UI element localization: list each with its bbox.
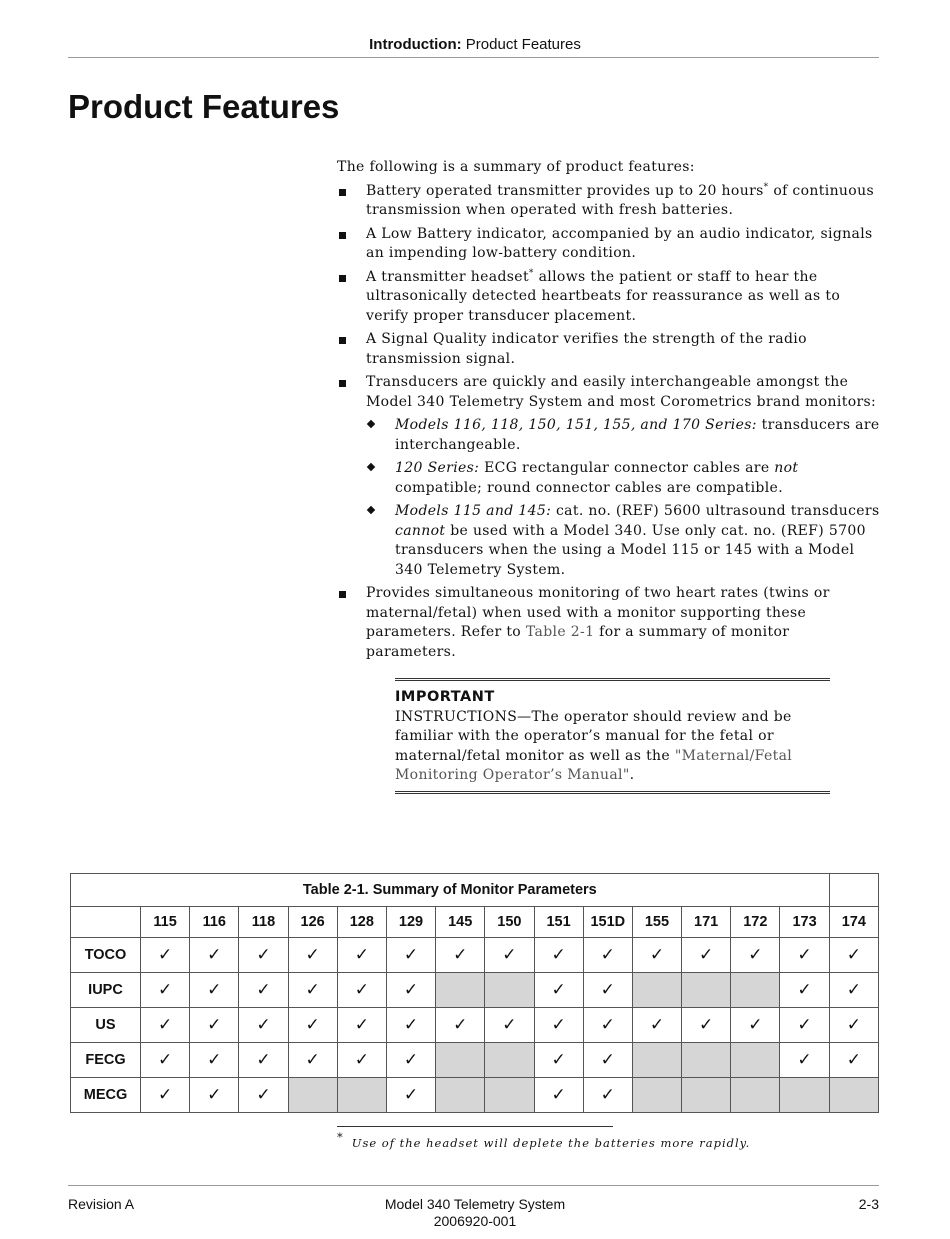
column-header: 128 [337, 907, 386, 938]
supported-cell [386, 1043, 435, 1078]
checkmark-icon: ✓ [207, 1015, 222, 1035]
table-caption-row [71, 874, 879, 907]
table-corner-cell [71, 907, 141, 938]
checkmark-icon: ✓ [354, 1050, 369, 1070]
important-text: INSTRUCTIONS—The operator should review and be familiar with the operator’s manual for the fetal or maternal/fetal monitor as well as the [395, 708, 792, 764]
supported-cell [485, 938, 534, 973]
column-header: 172 [731, 907, 780, 938]
unsupported-cell [337, 1078, 386, 1113]
header-rule [68, 57, 879, 58]
row-label: TOCO [71, 938, 141, 973]
checkmark-icon: ✓ [305, 980, 320, 1000]
table-row [71, 938, 879, 973]
column-header: 155 [632, 907, 681, 938]
supported-cell [682, 1008, 731, 1043]
checkmark-icon: ✓ [403, 945, 419, 965]
supported-cell [239, 973, 288, 1008]
checkmark-icon: ✓ [256, 1050, 271, 1070]
footer-page-number: 2-3 [858, 1196, 879, 1212]
intro-text: The following is a summary of product features: [337, 159, 695, 175]
square-bullet-icon [339, 275, 346, 282]
table-header-row [71, 907, 879, 938]
row-label: IUPC [71, 973, 141, 1008]
supported-cell [190, 1008, 239, 1043]
checkmark-icon: ✓ [699, 945, 714, 965]
sublist-item: Models 116, 118, 150, 151, 155, and 170 Series: transducers are interchangeable. [366, 416, 882, 455]
checkmark-icon: ✓ [502, 945, 517, 965]
checkmark-icon: ✓ [157, 1015, 173, 1035]
supported-cell [386, 1078, 435, 1113]
checkmark-icon: ✓ [797, 1015, 812, 1035]
list-item: Battery operated transmitter provides up to 20 hours* of continuous transmission when operated with fresh batteries. [337, 182, 882, 221]
column-header: 116 [190, 907, 239, 938]
unsupported-cell [780, 1078, 829, 1113]
diamond-bullet-icon [367, 420, 375, 428]
checkmark-icon: ✓ [157, 945, 173, 965]
table-caption: Table 2-1. Summary of Monitor Parameters [71, 874, 830, 907]
row-label: MECG [71, 1078, 141, 1113]
list-item: Provides simultaneous monitoring of two heart rates (twins or maternal/fetal) when used with a monitor supporting these parameters. Refer to Table 2-1 for a summary of monitor parameters. [337, 584, 882, 662]
supported-cell [583, 1043, 632, 1078]
checkmark-icon: ✓ [797, 1050, 812, 1070]
list-item: A Low Battery indicator, accompanied by an audio indicator, signals an impending low-battery condition. [337, 225, 882, 264]
checkmark-icon: ✓ [649, 1015, 665, 1035]
supported-cell [239, 938, 288, 973]
table-reference-link[interactable]: Table 2-1 [525, 624, 595, 640]
table-row [71, 1008, 879, 1043]
square-bullet-icon [339, 189, 346, 196]
footnote-rule [337, 1126, 613, 1127]
checkmark-icon: ✓ [256, 1085, 271, 1105]
supported-cell [534, 1043, 583, 1078]
column-header: 150 [485, 907, 534, 938]
sublist-item: 120 Series: ECG rectangular connector cables are not compatible; round connector cables are compatible. [366, 459, 882, 498]
square-bullet-icon [339, 337, 346, 344]
footer-part-number: 2006920-001 [433, 1213, 517, 1229]
checkmark-icon: ✓ [600, 1050, 615, 1070]
checkmark-icon: ✓ [354, 1015, 369, 1035]
manual-reference-link[interactable]: "Maternal/Fetal Monitoring Operator’s Manual" [395, 747, 793, 783]
supported-cell [534, 938, 583, 973]
checkmark-icon: ✓ [600, 980, 615, 1000]
list-item: Transducers are quickly and easily interchangeable amongst the Model 340 Telemetry System and most Corometrics brand monitors: Models 116, 118, 150, 151, 155, and 170 Series: transducers are interchangeable. 120 Series: ECG rectangular connector cables are not compatible; round connector cables are compatible. Models 115 and 145: cat. no. (REF) 5600 ultrasound transducers cannot be used with a Model 340. Use only cat. no. (REF) 5700 transducers when the using a Model 115 or 145 with a Model 340 Telemetry System. [337, 373, 882, 580]
supported-cell [583, 938, 632, 973]
unsupported-cell [436, 1043, 485, 1078]
checkmark-icon: ✓ [403, 1050, 419, 1070]
footnote-marker: * [763, 181, 769, 192]
checkmark-icon: ✓ [403, 1085, 419, 1105]
column-header: 173 [780, 907, 829, 938]
unsupported-cell [682, 973, 731, 1008]
supported-cell [190, 973, 239, 1008]
supported-cell [190, 1078, 239, 1113]
unsupported-cell [731, 973, 780, 1008]
checkmark-icon: ✓ [453, 945, 468, 965]
monitor-parameters-table [70, 873, 879, 1113]
supported-cell [731, 1008, 780, 1043]
supported-cell [141, 1078, 190, 1113]
checkmark-icon: ✓ [846, 1015, 861, 1035]
supported-cell [239, 1078, 288, 1113]
column-header: 171 [682, 907, 731, 938]
supported-cell [829, 1043, 878, 1078]
row-label: FECG [71, 1043, 141, 1078]
footnote-star: * [337, 1130, 344, 1144]
feature-summary [337, 158, 882, 666]
column-header: 151 [534, 907, 583, 938]
supported-cell [780, 1008, 829, 1043]
square-bullet-icon [339, 380, 346, 387]
supported-cell [780, 973, 829, 1008]
checkmark-icon: ✓ [207, 945, 222, 965]
checkmark-icon: ✓ [403, 980, 419, 1000]
unsupported-cell [436, 1078, 485, 1113]
unsupported-cell [632, 973, 681, 1008]
checkmark-icon: ✓ [453, 1015, 468, 1035]
checkmark-icon: ✓ [157, 980, 173, 1000]
unsupported-cell [731, 1043, 780, 1078]
supported-cell [337, 1043, 386, 1078]
checkmark-icon: ✓ [305, 945, 320, 965]
important-notice: IMPORTANT INSTRUCTIONS—The operator should review and be familiar with the operator’s manual for the fetal or maternal/fetal monitor as well as the "Maternal/Fetal Monitoring Operator’s Manual". [395, 678, 830, 794]
supported-cell [829, 973, 878, 1008]
footer-rule [68, 1185, 879, 1186]
unsupported-cell [288, 1078, 337, 1113]
supported-cell [436, 1008, 485, 1043]
checkmark-icon: ✓ [157, 1085, 173, 1105]
footnote-text: Use of the headset will deplete the batteries more rapidly. [351, 1136, 751, 1150]
footnote-marker: * [528, 267, 534, 278]
supported-cell [190, 1043, 239, 1078]
supported-cell [288, 1043, 337, 1078]
checkmark-icon: ✓ [157, 1050, 173, 1070]
checkmark-icon: ✓ [600, 1085, 615, 1105]
supported-cell [829, 1008, 878, 1043]
unsupported-cell [485, 1043, 534, 1078]
list-item: A transmitter headset* allows the patient or staff to hear the ultrasonically detected heartbeats for reassurance as well as to verify proper transducer placement. [337, 268, 882, 327]
supported-cell [239, 1043, 288, 1078]
supported-cell [731, 938, 780, 973]
table-row [71, 1043, 879, 1078]
checkmark-icon: ✓ [207, 1085, 222, 1105]
supported-cell [190, 938, 239, 973]
column-header: 145 [436, 907, 485, 938]
supported-cell [583, 973, 632, 1008]
checkmark-icon: ✓ [403, 1015, 419, 1035]
checkmark-icon: ✓ [551, 1015, 566, 1035]
header-section: Introduction: [369, 36, 462, 53]
supported-cell [485, 1008, 534, 1043]
unsupported-cell [682, 1078, 731, 1113]
supported-cell [534, 1008, 583, 1043]
unsupported-cell [436, 973, 485, 1008]
footnote [337, 1130, 751, 1150]
supported-cell [386, 973, 435, 1008]
supported-cell [583, 1008, 632, 1043]
checkmark-icon: ✓ [551, 945, 566, 965]
checkmark-icon: ✓ [846, 980, 861, 1000]
column-header: 174 [829, 907, 878, 938]
checkmark-icon: ✓ [748, 945, 763, 965]
checkmark-icon: ✓ [600, 1015, 615, 1035]
supported-cell [288, 1008, 337, 1043]
supported-cell [583, 1078, 632, 1113]
header-topic: Product Features [465, 36, 581, 53]
checkmark-icon: ✓ [207, 1050, 222, 1070]
supported-cell [780, 938, 829, 973]
supported-cell [239, 1008, 288, 1043]
checkmark-icon: ✓ [354, 980, 369, 1000]
checkmark-icon: ✓ [256, 945, 271, 965]
supported-cell [682, 938, 731, 973]
column-header: 115 [141, 907, 190, 938]
running-header [0, 36, 950, 53]
footer-revision: Revision A [68, 1196, 135, 1212]
checkmark-icon: ✓ [600, 945, 615, 965]
transducer-sublist [366, 416, 882, 580]
supported-cell [288, 938, 337, 973]
supported-cell [780, 1043, 829, 1078]
supported-cell [534, 973, 583, 1008]
sublist-item: Models 115 and 145: cat. no. (REF) 5600 ultrasound transducers cannot be used with a Model 340. Use only cat. no. (REF) 5700 transducers when the using a Model 115 or 145 with a Model 340 Telemetry System. [366, 502, 882, 580]
supported-cell [141, 973, 190, 1008]
checkmark-icon: ✓ [748, 1015, 763, 1035]
supported-cell [436, 938, 485, 973]
checkmark-icon: ✓ [207, 980, 222, 1000]
page-title: Product Features [68, 88, 340, 125]
unsupported-cell [632, 1043, 681, 1078]
supported-cell [141, 938, 190, 973]
diamond-bullet-icon [367, 506, 375, 514]
supported-cell [141, 1043, 190, 1078]
supported-cell [337, 973, 386, 1008]
column-header: 118 [239, 907, 288, 938]
checkmark-icon: ✓ [846, 945, 861, 965]
square-bullet-icon [339, 232, 346, 239]
column-header: 129 [386, 907, 435, 938]
unsupported-cell [682, 1043, 731, 1078]
table-row [71, 1078, 879, 1113]
checkmark-icon: ✓ [649, 945, 665, 965]
supported-cell [337, 938, 386, 973]
checkmark-icon: ✓ [256, 1015, 271, 1035]
checkmark-icon: ✓ [846, 1050, 861, 1070]
supported-cell [829, 938, 878, 973]
list-item: A Signal Quality indicator verifies the strength of the radio transmission signal. [337, 330, 882, 369]
supported-cell [386, 938, 435, 973]
footer-product: Model 340 Telemetry System [384, 1196, 566, 1212]
important-heading: IMPORTANT [395, 689, 495, 705]
checkmark-icon: ✓ [797, 980, 812, 1000]
checkmark-icon: ✓ [797, 945, 812, 965]
checkmark-icon: ✓ [354, 945, 369, 965]
checkmark-icon: ✓ [551, 980, 566, 1000]
supported-cell [632, 1008, 681, 1043]
supported-cell [141, 1008, 190, 1043]
unsupported-cell [632, 1078, 681, 1113]
unsupported-cell [485, 1078, 534, 1113]
supported-cell [337, 1008, 386, 1043]
unsupported-cell [731, 1078, 780, 1113]
unsupported-cell [829, 1078, 878, 1113]
supported-cell [386, 1008, 435, 1043]
footer-center [0, 1196, 950, 1230]
checkmark-icon: ✓ [551, 1085, 566, 1105]
supported-cell [534, 1078, 583, 1113]
supported-cell [632, 938, 681, 973]
diamond-bullet-icon [367, 463, 375, 471]
checkmark-icon: ✓ [305, 1015, 320, 1035]
feature-list [337, 182, 882, 663]
checkmark-icon: ✓ [502, 1015, 517, 1035]
checkmark-icon: ✓ [305, 1050, 320, 1070]
checkmark-icon: ✓ [699, 1015, 714, 1035]
row-label: US [71, 1008, 141, 1043]
square-bullet-icon [339, 591, 346, 598]
unsupported-cell [485, 973, 534, 1008]
table-row [71, 973, 879, 1008]
column-header: 151D [583, 907, 632, 938]
table-caption-spacer [829, 874, 878, 907]
column-header: 126 [288, 907, 337, 938]
supported-cell [288, 973, 337, 1008]
checkmark-icon: ✓ [551, 1050, 566, 1070]
checkmark-icon: ✓ [256, 980, 271, 1000]
